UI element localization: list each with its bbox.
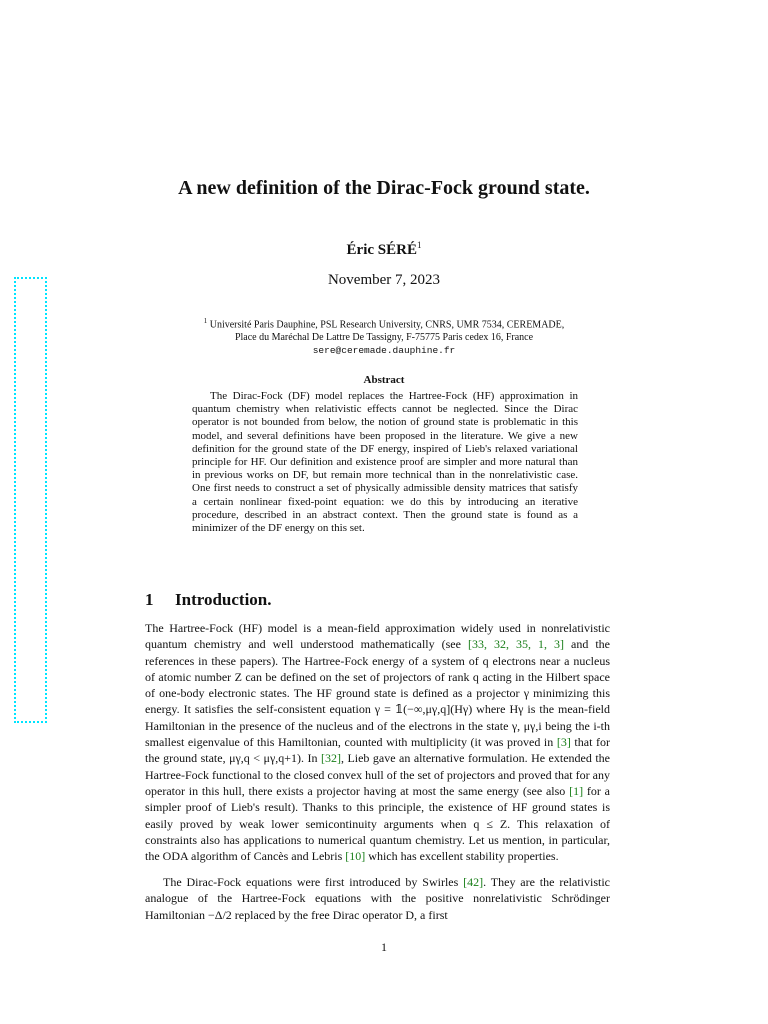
date: November 7, 2023 <box>327 272 441 288</box>
citation-link[interactable]: [3] <box>556 735 571 750</box>
affil-line2: Place du Maréchal De Lattre De Tassigny, F-75775 Paris cedex 16, France <box>234 332 534 344</box>
paper-title: A new definition of the Dirac-Fock ground state. <box>178 177 590 199</box>
affil-email[interactable]: sere@ceremade.dauphine.fr <box>312 345 456 357</box>
intro-paragraph-1 <box>145 620 610 864</box>
intro-paragraph-2 <box>145 874 610 923</box>
abstract-heading: Abstract <box>363 374 405 386</box>
text-run: that for the ground state, μγ,q < μγ,q+1). In <box>145 735 610 766</box>
affil-mark: 1 <box>203 317 208 325</box>
text-run: . They are the relativistic analogue of the Hartree-Fock equations with the positive nonrelativistic Schrödinger Hamiltonian −Δ/2 replaced by the free Dirac operator D, a first <box>145 875 610 922</box>
affil-line1: Université Paris Dauphine, PSL Research University, CNRS, UMR 7534, CEREMADE, <box>209 319 565 331</box>
abstract-text: The Dirac-Fock (DF) model replaces the Hartree-Fock (HF) approximation in quantum chemistry when relativistic effects cannot be neglected. Since the Dirac operator is not bounded from below, the notion of ground state is problematic in this model, and several definitions have been proposed in the literature. We give a new definition for the ground state of the DF energy, inspired of Lieb's relaxed variational principle for HF. Our definition and existence proof are simpler and more natural than in previous works on DF, but remain more technical than in the nonrelativistic case. One first needs to construct a set of physically admissible density matrices that satisfy a certain nonlinear fixed-point equation: we do this by introducing an iterative procedure, described in an abstract context. Then the ground state is found as a minimizer of the DF energy on this set. <box>192 390 578 535</box>
citation-link[interactable]: [32] <box>320 751 341 766</box>
sidebar-placeholder-box <box>14 277 47 723</box>
author <box>180 240 588 259</box>
text-run: which has excellent stability properties. <box>365 849 559 864</box>
section-number: 1 <box>145 590 154 609</box>
citation-link[interactable]: [42] <box>463 875 484 889</box>
text-run: , Lieb gave an alternative formulation. He extended the Hartree-Fock functional to the closed convex hull of the set of projectors and proved that for any operator in this hull, there exists a projector having at most the same energy (see also <box>145 751 610 798</box>
text-run: The Dirac-Fock equations were first introduced by Swirles <box>163 875 464 889</box>
author-name: Éric SÉRÉ <box>346 242 417 258</box>
author-affil-mark: 1 <box>416 240 422 250</box>
page-number: 1 <box>381 940 387 954</box>
text-run: for a simpler proof of Lieb's result). Thanks to this principle, the existence of HF ground states is easily proved by weak lower semicontinuity arguments when q ≤ Z. This relaxation of constraints also has applications to numerical quantum chemistry. Let us mention, in particular, the ODA algorithm of Cancès and Lebris <box>145 783 610 864</box>
citation-link[interactable]: [10] <box>345 849 366 864</box>
text-run: and the references in these papers). The Hartree-Fock energy of a system of q electrons near a nucleus of atomic number Z can be defined on the set of projectors of rank q acting in the Hilbert space of one-body electronic states. The HF ground state is defined as a projector γ minimizing this energy. It satisfies the self-consistent equation γ = 𝟙(−∞,μγ,q](Hγ) where Hγ is the mean-field Hamiltonian in the presence of the nucleus and of the electrons in the state γ, μγ,i being the i-th smallest eigenvalue of this Hamiltonian, counted with multiplicity (it was proved in <box>145 637 610 750</box>
text-run: The Hartree-Fock (HF) model is a mean-field approximation widely used in nonrelativistic quantum chemistry and well understood mathematically (see <box>145 621 610 652</box>
citation-link[interactable]: [1] <box>569 783 584 798</box>
citation-link[interactable]: [33, 32, 35, 1, 3] <box>467 637 564 652</box>
section-title: Introduction. <box>175 590 272 609</box>
section-heading <box>145 590 272 610</box>
affiliation <box>150 315 618 357</box>
